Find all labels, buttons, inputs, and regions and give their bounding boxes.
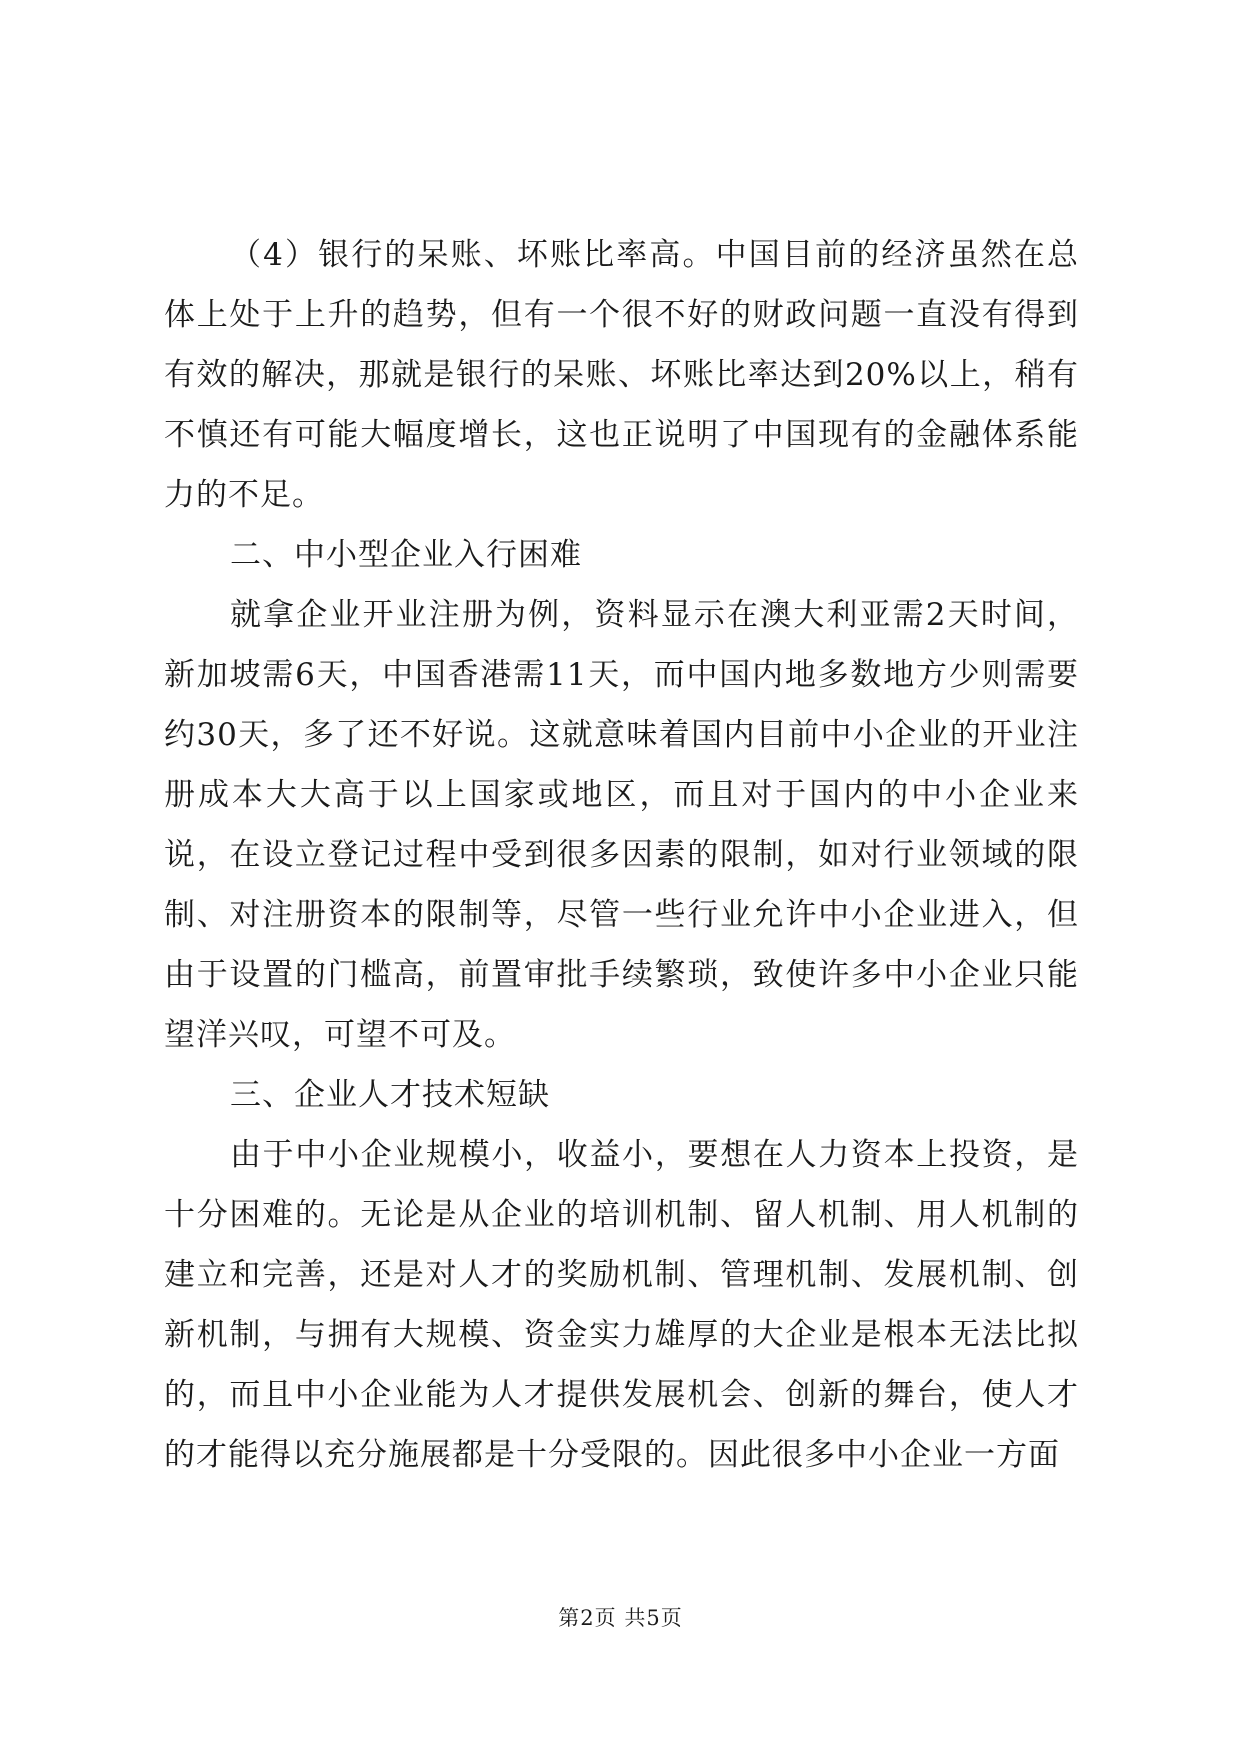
paragraph-talent-investment: 由于中小企业规模小，收益小，要想在人力资本上投资，是十分困难的。无论是从企业的培训机制、留人机制、用人机制的建立和完善，还是对人才的奖励机制、管理机制、发展机制、创新机制，与拥有大规模、资金实力雄厚的大企业是根本无法比拟的，而且中小企业能为人才提供发展机会、创新的舞台，使人才的才能得以充分施展都是十分受限的。因此很多中小企业一方面 xyxy=(164,1137,1079,1473)
paragraph-bad-debt-ratio: （4）银行的呆账、坏账比率高。中国目前的经济虽然在总体上处于上升的趋势，但有一个很不好的财政问题一直没有得到有效的解决，那就是银行的呆账、坏账比率达到20%以上，稍有不慎还有可能大幅度增长，这也正说明了中国现有的金融体系能力的不足。 xyxy=(164,237,1079,513)
section-heading-market-entry: 二、中小型企业入行困难 xyxy=(230,537,582,573)
section-heading-talent-shortage: 三、企业人才技术短缺 xyxy=(230,1077,550,1113)
document-body xyxy=(164,225,1079,1485)
page-number-footer: 第2页 共5页 xyxy=(558,1606,683,1630)
paragraph-registration-example: 就拿企业开业注册为例，资料显示在澳大利亚需2天时间，新加坡需6天，中国香港需11天，而中国内地多数地方少则需要约30天，多了还不好说。这就意味着国内目前中小企业的开业注册成本大大高于以上国家或地区，而且对于国内的中小企业来说，在设立登记过程中受到很多因素的限制，如对行业领域的限制、对注册资本的限制等，尽管一些行业允许中小企业进入，但由于设置的门槛高，前置审批手续繁琐，致使许多中小企业只能望洋兴叹，可望不可及。 xyxy=(164,597,1079,1053)
